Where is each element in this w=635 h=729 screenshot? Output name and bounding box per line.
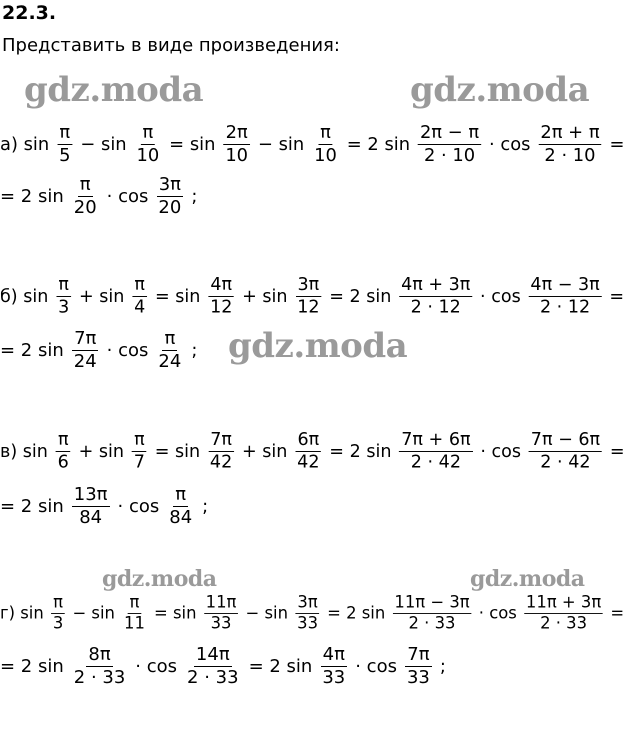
fraction-numerator: 3π <box>297 592 318 612</box>
fraction <box>208 429 234 473</box>
math-text: = sin <box>169 133 216 155</box>
fraction-denominator: 24 <box>158 350 182 372</box>
fraction-denominator: 2 · 12 <box>539 296 591 317</box>
fraction-numerator: 8π <box>88 643 111 665</box>
fraction-numerator: π <box>175 483 187 505</box>
math-text: · cos <box>489 133 531 155</box>
fraction-denominator: 2 · 33 <box>187 666 239 688</box>
math-text: + sin <box>78 440 125 462</box>
fraction-denominator: 20 <box>73 196 97 218</box>
fraction-numerator: 2π + π <box>540 121 600 143</box>
fraction-denominator: 12 <box>297 296 320 317</box>
fraction-denominator: 2 · 33 <box>73 666 126 688</box>
fraction <box>538 122 601 167</box>
math-text: = sin <box>154 440 201 462</box>
fraction <box>295 592 320 633</box>
fraction-denominator: 84 <box>79 506 103 528</box>
fraction <box>72 644 128 689</box>
fraction-denominator: 11 <box>124 613 145 633</box>
math-text: · cos <box>106 339 149 361</box>
fraction-denominator: 10 <box>225 144 249 166</box>
fraction-numerator: π <box>134 429 145 450</box>
fraction <box>72 484 110 529</box>
math-text: = 2 sin <box>0 655 64 677</box>
fraction-numerator: 7π <box>210 429 232 450</box>
fraction <box>418 122 481 167</box>
math-text: · cos <box>355 655 397 677</box>
fraction <box>524 592 603 633</box>
fraction <box>405 644 432 689</box>
fraction <box>56 429 71 473</box>
math-text: · cos <box>478 603 517 623</box>
math-text: = <box>610 603 625 623</box>
math-text: = 2 sin <box>327 603 386 623</box>
fraction <box>51 592 65 633</box>
fraction-numerator: π <box>320 121 331 143</box>
fraction-denominator: 10 <box>136 144 160 166</box>
fraction-denominator: 4 <box>134 296 146 317</box>
fraction-numerator: 3π <box>297 274 320 295</box>
fraction <box>167 484 194 529</box>
exercise-number: 22.3. <box>2 2 57 24</box>
math-text: ; <box>191 339 198 361</box>
watermark: gdz.moda <box>24 70 204 110</box>
math-text: − sin <box>80 133 127 155</box>
fraction-numerator: π <box>142 121 154 143</box>
fraction-numerator: 14π <box>195 643 230 665</box>
fraction-numerator: 4π − 3π <box>530 274 600 295</box>
math-text: = sin <box>154 285 201 307</box>
fraction-denominator: 2 · 12 <box>410 296 461 317</box>
math-text: = sin <box>154 603 197 623</box>
fraction-numerator: π <box>79 173 91 195</box>
math-text: = 2 sin <box>0 339 64 361</box>
fraction <box>56 274 71 318</box>
fraction-denominator: 20 <box>158 196 182 218</box>
fraction-numerator: 7π <box>74 327 97 349</box>
fraction-numerator: 11π + 3π <box>525 592 602 612</box>
fraction-numerator: 3π <box>158 173 181 195</box>
fraction-denominator: 42 <box>297 451 320 472</box>
fraction <box>399 274 472 318</box>
fraction <box>295 429 321 473</box>
watermark: gdz.moda <box>470 566 585 592</box>
math-text: = <box>609 440 625 462</box>
watermark: gdz.moda <box>102 566 217 592</box>
watermark: gdz.moda <box>410 70 590 110</box>
fraction <box>528 274 601 318</box>
math-text: а) sin <box>0 133 50 155</box>
math-text: + sin <box>242 285 288 307</box>
equation-line <box>0 636 452 696</box>
equation-line <box>0 320 203 380</box>
fraction-denominator: 84 <box>169 506 193 528</box>
equation-line <box>0 166 203 226</box>
equation-line <box>0 267 630 325</box>
fraction-numerator: 7π <box>407 643 430 665</box>
equation-line <box>0 476 214 536</box>
fraction-numerator: 2π <box>225 121 248 143</box>
fraction <box>320 644 347 689</box>
fraction-denominator: 33 <box>210 613 232 633</box>
fraction-numerator: π <box>59 121 71 143</box>
math-text: = 2 sin <box>248 655 313 677</box>
math-text: + sin <box>78 285 125 307</box>
math-text: = <box>609 133 625 155</box>
equation-line <box>0 114 630 174</box>
fraction-denominator: 2 · 33 <box>540 613 588 633</box>
fraction-numerator: 7π + 6π <box>401 429 471 450</box>
fraction-numerator: 11π <box>205 592 237 612</box>
fraction <box>156 328 183 373</box>
fraction <box>132 274 147 318</box>
fraction <box>185 644 241 689</box>
fraction-denominator: 42 <box>209 451 233 472</box>
fraction <box>393 592 472 633</box>
fraction-denominator: 2 · 42 <box>540 451 591 472</box>
fraction <box>57 122 72 167</box>
fraction-numerator: π <box>53 592 64 612</box>
fraction <box>204 592 238 633</box>
fraction-denominator: 3 <box>58 296 70 317</box>
fraction <box>295 274 321 318</box>
fraction-numerator: 6π <box>297 429 320 450</box>
fraction-denominator: 2 · 10 <box>423 144 476 166</box>
math-text: − sin <box>245 603 289 623</box>
fraction-numerator: 7π − 6π <box>530 429 601 450</box>
fraction-denominator: 5 <box>59 144 71 166</box>
math-text: = 2 sin <box>0 185 64 207</box>
fraction-numerator: 13π <box>73 483 108 505</box>
fraction-denominator: 3 <box>52 613 64 633</box>
math-text: = 2 sin <box>0 495 64 517</box>
fraction-denominator: 6 <box>57 451 69 472</box>
math-text: − sin <box>257 133 305 155</box>
fraction <box>72 174 99 219</box>
fraction-numerator: 4π + 3π <box>401 274 471 295</box>
math-text: б) sin <box>0 285 49 307</box>
fraction <box>122 592 147 633</box>
fraction-numerator: 4π <box>210 274 233 295</box>
fraction <box>529 429 602 473</box>
fraction <box>399 429 472 473</box>
fraction-numerator: 11π − 3π <box>394 592 470 612</box>
fraction <box>135 122 162 167</box>
fraction-denominator: 7 <box>133 451 145 472</box>
fraction-denominator: 2 · 10 <box>544 144 596 166</box>
fraction-denominator: 33 <box>322 666 346 688</box>
fraction-numerator: 4π <box>322 643 345 665</box>
fraction-denominator: 24 <box>73 350 97 372</box>
math-text: − sin <box>72 603 115 623</box>
fraction-denominator: 33 <box>297 613 319 633</box>
fraction-numerator: π <box>129 592 140 612</box>
equation-line <box>0 422 630 481</box>
fraction-numerator: π <box>164 327 176 349</box>
fraction-denominator: 33 <box>406 666 430 688</box>
equation-line <box>0 586 630 641</box>
math-text: + sin <box>241 440 288 462</box>
fraction-denominator: 2 · 33 <box>408 613 456 633</box>
fraction-numerator: π <box>134 274 145 295</box>
math-text: = <box>609 285 625 307</box>
math-text: = 2 sin <box>329 285 392 307</box>
math-text: ; <box>439 655 446 677</box>
math-text: в) sin <box>0 440 48 462</box>
task-statement: Представить в виде произведения: <box>2 35 340 56</box>
fraction-numerator: π <box>58 274 69 295</box>
math-text: · cos <box>480 285 521 307</box>
fraction-denominator: 12 <box>210 296 233 317</box>
math-text: = 2 sin <box>329 440 392 462</box>
math-text: = 2 sin <box>346 133 411 155</box>
math-text: · cos <box>135 655 178 677</box>
math-text: ; <box>202 495 209 517</box>
fraction <box>223 122 250 167</box>
fraction-denominator: 10 <box>314 144 337 166</box>
math-text: · cos <box>117 495 160 517</box>
fraction-numerator: π <box>57 429 69 450</box>
fraction <box>132 429 147 473</box>
fraction <box>72 328 99 373</box>
math-text: · cos <box>480 440 522 462</box>
math-text: · cos <box>106 185 149 207</box>
fraction-numerator: 2π − π <box>419 121 480 143</box>
fraction <box>208 274 234 318</box>
fraction <box>156 174 183 219</box>
math-text: г) sin <box>0 603 44 623</box>
fraction-denominator: 2 · 42 <box>410 451 462 472</box>
math-text: ; <box>191 185 198 207</box>
watermark: gdz.moda <box>228 326 408 366</box>
fraction <box>312 122 339 167</box>
